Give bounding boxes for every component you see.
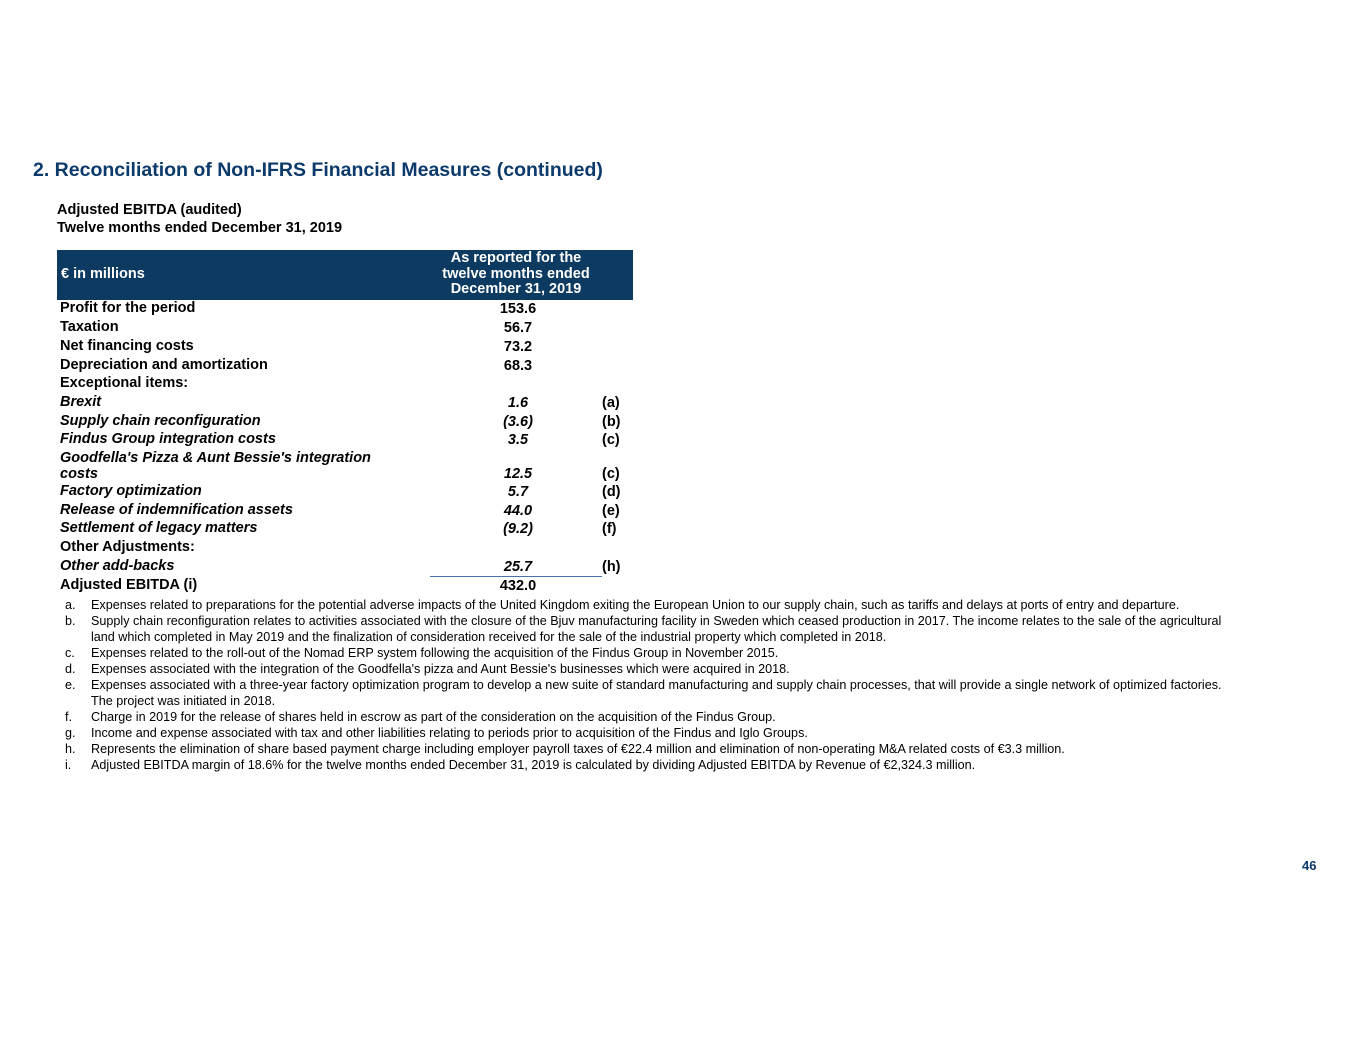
- row-label: Findus Group integration costs: [60, 431, 276, 447]
- row-label: Exceptional items:: [60, 375, 189, 391]
- row-footnote-ref: (e): [602, 503, 620, 519]
- footnote-text: Expenses related to the roll-out of the Nomad ERP system following the acquisition of the Findus Group in November 2015.: [91, 646, 779, 660]
- footnote: [57, 757, 1237, 773]
- row-value: 1.6: [507, 395, 529, 411]
- row-label: Depreciation and amortization: [60, 357, 268, 373]
- row-value: 56.7: [503, 320, 533, 336]
- footnote: [57, 677, 1237, 709]
- header-label: € in millions: [61, 266, 145, 282]
- page-title: 2. Reconciliation of Non-IFRS Financial Measures (continued): [33, 159, 603, 181]
- footnote: [57, 613, 1237, 645]
- header-line: As reported for the: [450, 250, 582, 266]
- footnote-text: Supply chain reconfiguration relates to activities associated with the closure of the Bjuv manufacturing facility in Sweden which ceased production in 2017. The income relates to the sale of the agricultural land which completed in May 2019 and the finalization of consideration received for the sale of the industrial property which completed in 2018.: [91, 614, 1222, 644]
- row-footnote-ref: (a): [602, 395, 620, 411]
- row-label: Factory optimization: [60, 483, 202, 499]
- footnote: [57, 661, 1237, 677]
- footnote-letter: g.: [65, 726, 76, 740]
- footnote-text: Represents the elimination of share based payment charge including employer payroll taxes of €22.4 million and elimination of non-operating M&A related costs of €3.3 million.: [91, 742, 1065, 756]
- row-footnote-ref: (b): [602, 414, 621, 430]
- row-label: Goodfella's Pizza & Aunt Bessie's integration costs: [60, 450, 371, 482]
- row-value: (3.6): [503, 414, 533, 430]
- row-value: 153.6: [499, 301, 537, 317]
- header-line: December 31, 2019: [450, 281, 582, 297]
- footnote-letter: i.: [65, 758, 72, 772]
- row-value: 68.3: [503, 358, 533, 374]
- row-label: Settlement of legacy matters: [60, 520, 258, 536]
- row-footnote-ref: (c): [602, 466, 620, 482]
- row-value: 44.0: [503, 503, 533, 519]
- footnote: [57, 597, 1237, 613]
- header-line: twelve months ended: [442, 265, 590, 282]
- row-label: Profit for the period: [60, 300, 196, 316]
- footnote-text: Expenses associated with a three-year factory optimization program to develop a new suite of standard manufacturing and supply chain processes, that will provide a single network of optimized factories. The project was initiated in 2018.: [91, 678, 1222, 708]
- footnote-letter: c.: [65, 646, 75, 660]
- row-value: 73.2: [503, 339, 533, 355]
- footnote-text: Income and expense associated with tax and other liabilities relating to periods prior to acquisition of the Findus and Iglo Groups.: [91, 726, 808, 740]
- footnote-letter: h.: [65, 742, 76, 756]
- row-value: 432.0: [499, 578, 537, 594]
- row-value: 25.7: [503, 559, 533, 575]
- row-label: Other add-backs: [60, 558, 175, 574]
- row-label: Other Adjustments:: [60, 539, 195, 555]
- row-value: (9.2): [503, 521, 533, 537]
- table-header: [57, 250, 633, 300]
- page-number: 46: [1302, 858, 1317, 873]
- row-value: 5.7: [507, 484, 529, 500]
- footnote: [57, 741, 1237, 757]
- footnote: [57, 709, 1237, 725]
- footnote-letter: d.: [65, 662, 76, 676]
- row-value: 3.5: [507, 432, 529, 448]
- footnote-text: Expenses associated with the integration of the Goodfella's pizza and Aunt Bessie's businesses which were acquired in 2018.: [91, 662, 790, 676]
- row-footnote-ref: (h): [602, 559, 621, 575]
- footnote-text: Charge in 2019 for the release of shares held in escrow as part of the consideration on the acquisition of the Findus Group.: [91, 710, 776, 724]
- footnote-letter: b.: [65, 614, 76, 628]
- row-value: 12.5: [503, 466, 533, 482]
- footnote-letter: a.: [65, 598, 76, 612]
- header-column-title: [427, 251, 605, 298]
- footnote-letter: f.: [65, 710, 72, 724]
- row-footnote-ref: (d): [602, 484, 621, 500]
- total-divider: [430, 576, 602, 577]
- table-period: Twelve months ended December 31, 2019: [57, 220, 343, 236]
- footnote-letter: e.: [65, 678, 76, 692]
- row-label: Release of indemnification assets: [60, 502, 293, 518]
- row-label: Net financing costs: [60, 338, 194, 354]
- footnote: [57, 645, 1237, 661]
- table-subtitle: Adjusted EBITDA (audited): [57, 202, 242, 218]
- footnote-text: Expenses related to preparations for the potential adverse impacts of the United Kingdom exiting the European Union to our supply chain, such as tariffs and delays at ports of entry and departure.: [91, 598, 1180, 612]
- row-label: Brexit: [60, 394, 102, 410]
- row-label: Adjusted EBITDA (i): [60, 577, 198, 593]
- footnotes: [57, 597, 1237, 773]
- footnote: [57, 725, 1237, 741]
- row-label: Supply chain reconfiguration: [60, 413, 261, 429]
- row-footnote-ref: (c): [602, 432, 620, 448]
- row-label: Taxation: [60, 319, 119, 335]
- row-footnote-ref: (f): [602, 521, 617, 537]
- footnote-text: Adjusted EBITDA margin of 18.6% for the twelve months ended December 31, 2019 is calculated by dividing Adjusted EBITDA by Revenue of €2,324.3 million.: [91, 758, 976, 772]
